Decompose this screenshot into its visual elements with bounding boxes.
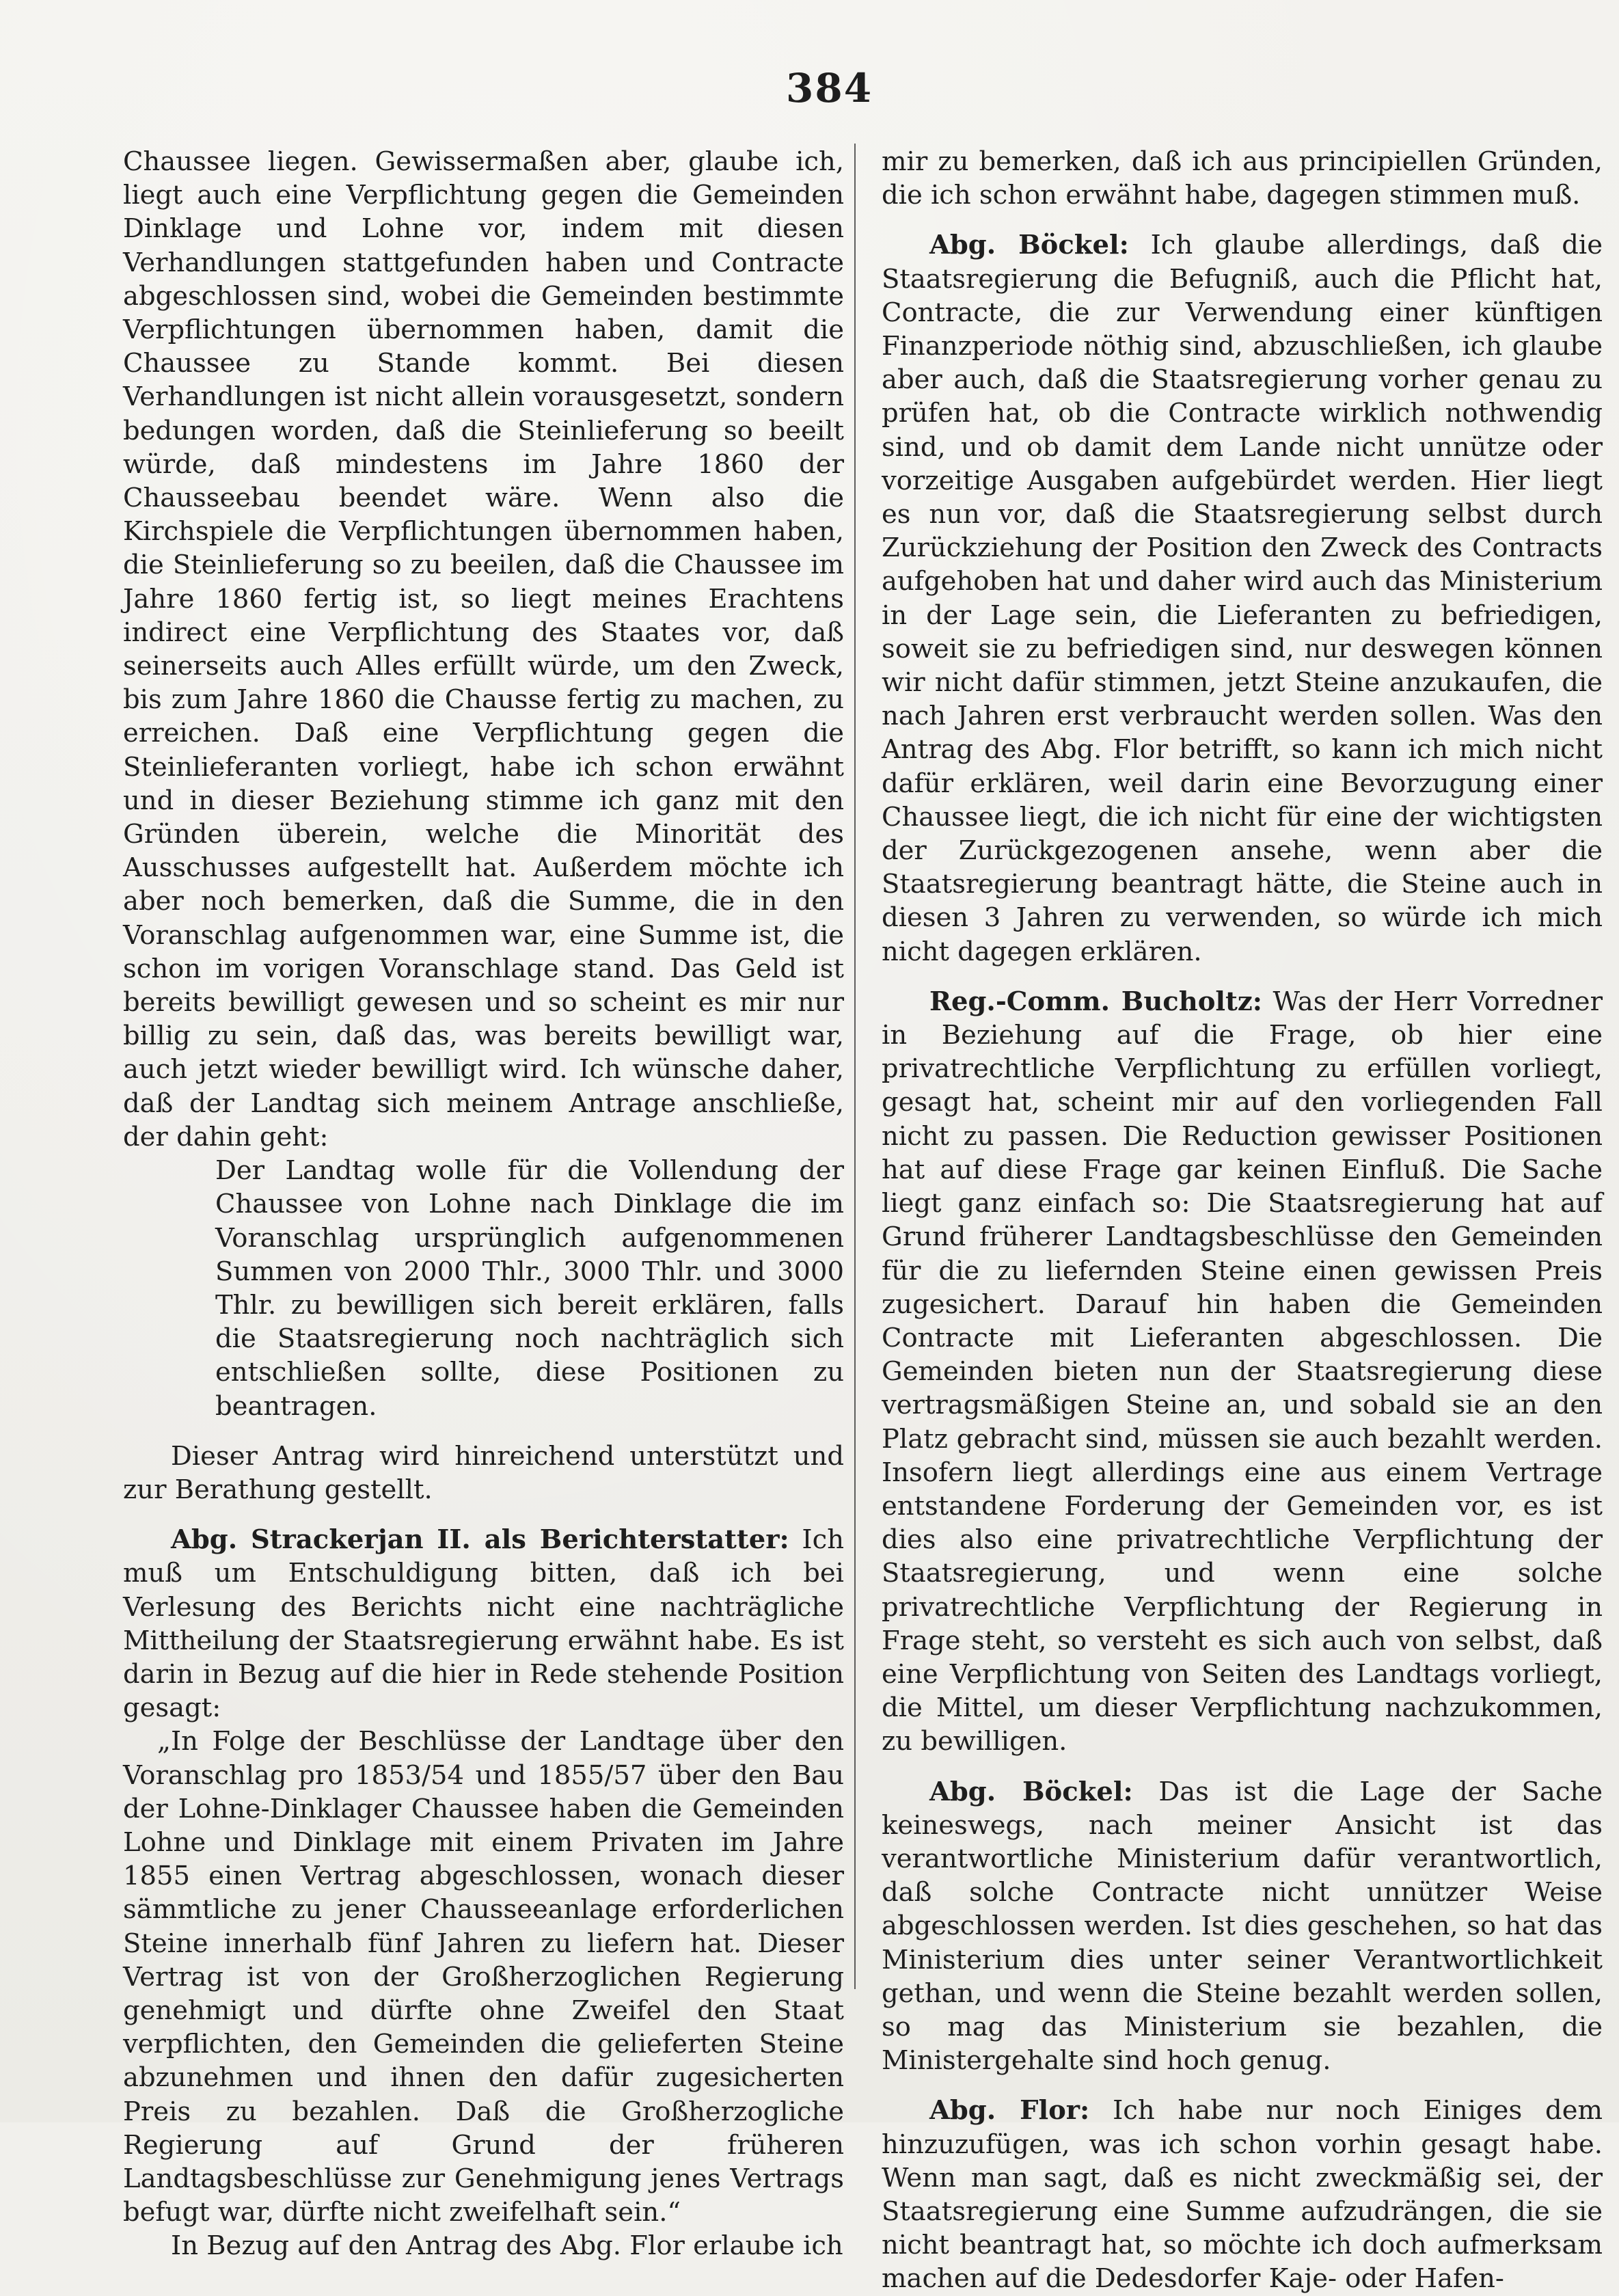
- speech-text: Was der Herr Vorredner in Beziehung auf die Frage, ob hier eine privatrechtliche Verpflichtung zu erfüllen vorliegt, gesagt hat, scheint mir auf den vorliegenden Fall nicht zu passen. Die Reduction gewisser Positionen hat auf diese Frage gar keinen Einfluß. Die Sache liegt ganz einfach so: Die Staatsregierung hat auf Grund früherer Landtagsbeschlüsse den Gemeinden für die zu liefernden Steine einen gewissen Preis zugesichert. Darauf hin haben die Gemeinden Contracte mit Lieferanten abgeschlossen. Die Gemeinden bieten nun der Staatsregierung diese vertragsmäßigen Steine an, und sobald sie an den Platz gebracht sind, müssen sie auch bezahlt werden. Insofern liegt allerdings eine aus einem Vertrage entstandene Forderung der Gemeinden vor, es ist dies also eine privatrechtliche Verpflichtung der Staatsregierung, und wenn eine solche privatrechtliche Verpflichtung der Regierung in Frage steht, so versteht es sich auch von selbst, daß eine Verpflichtung von Seiten des Landtags vorliegt, die Mittel, um dieser Verpflichtung nachzukommen, zu bewilligen.: [882, 986, 1603, 1757]
- speaker-name: Abg. Strackerjan II. als Berichterstatter:: [171, 1524, 789, 1556]
- right-column: [882, 145, 1603, 2296]
- speech-text: Ich habe nur noch Einiges dem hinzuzufügen, was ich schon vorhin gesagt habe. Wenn man sagt, daß es nicht zweckmäßig sei, der Staatsregierung eine Summe aufzudrängen, die sie nicht beantragt hat, so möchte ich doch aufmerksam machen auf die Dedesdorfer Kaje- oder Hafen-: [882, 2095, 1603, 2295]
- paragraph-text: Der Landtag wolle für die Vollendung der Chaussee von Lohne nach Dinklage die im Voranschlag ursprünglich aufgenommenen Summen von 2000 Thlr., 3000 Thlr. und 3000 Thlr. zu bewilligen sich bereit erklären, falls die Staatsregierung noch nachträglich sich entschließen sollte, diese Positionen zu beantragen.: [215, 1155, 844, 1422]
- speech-text: Ich muß um Entschuldigung bitten, daß ich bei Verlesung des Berichts nicht eine nachträgliche Mittheilung der Staatsregierung erwähnt habe. Es ist darin in Bezug auf die hier in Rede stehende Position gesagt:: [123, 1524, 844, 1724]
- speaker-name: Abg. Böckel:: [929, 230, 1129, 261]
- paragraph-text: Dieser Antrag wird hinreichend unterstützt und zur Berathung gestellt.: [123, 1440, 844, 1505]
- left-column: [123, 145, 844, 2263]
- speech: [882, 2094, 1603, 2295]
- page-number: 384: [786, 65, 873, 111]
- column-divider: [854, 144, 856, 1989]
- speech: [882, 228, 1603, 968]
- paragraph: [882, 145, 1603, 212]
- speaker-name: Reg.-Comm. Bucholtz:: [929, 986, 1262, 1017]
- motion-text: [215, 1154, 844, 1423]
- speech-text: Das ist die Lage der Sache keineswegs, nach meiner Ansicht ist das verantwortliche Ministerium dafür verantwortlich, daß solche Contracte nicht unnützer Weise abgeschlossen werden. Ist dies geschehen, so hat das Ministerium dies unter seiner Verantwortlichkeit gethan, und wenn die Steine bezahlt werden sollen, so mag das Ministerium sie bezahlen, die Ministergehalte sind hoch genug.: [882, 1776, 1603, 2077]
- speech: [882, 1775, 1603, 2078]
- paragraph-text: „In Folge der Beschlüsse der Landtage über den Voranschlag pro 1853/54 und 1855/57 über den Bau der Lohne-Dinklager Chaussee haben die Gemeinden Lohne und Dinklage mit einem Privaten im Jahre 1855 einen Vertrag abgeschlossen, wonach dieser sämmtliche zu jener Chausseeanlage erforderlichen Steine innerhalb fünf Jahren zu liefern hat. Dieser Vertrag ist von der Großherzoglichen Regierung genehmigt und dürfte ohne Zweifel den Staat verpflichten, den Gemeinden die gelieferten Steine abzunehmen und ihnen den dafür zugesicherten Preis zu bezahlen. Daß die Großherzogliche Regierung auf Grund der früheren Landtagsbeschlüsse zur Genehmigung jenes Vertrags befugt war, dürfte nicht zweifelhaft sein.“: [123, 1726, 844, 2228]
- speech-text: Ich glaube allerdings, daß die Staatsregierung die Befugniß, auch die Pflicht hat, Contracte, die zur Verwendung einer künftigen Finanzperiode nöthig sind, abzuschließen, ich glaube aber auch, daß die Staatsregierung vorher genau zu prüfen hat, ob die Contracte wirklich nothwendig sind, und ob damit dem Lande nicht unnütze oder vorzeitige Ausgaben aufgebürdet werden. Hier liegt es nun vor, daß die Staatsregierung selbst durch Zurückziehung der Position den Zweck des Contracts aufgehoben hat und daher wird auch das Ministerium in der Lage sein, die Lieferanten zu befriedigen, soweit sie zu befriedigen sind, nur deswegen können wir nicht dafür stimmen, jetzt Steine anzukaufen, die nach Jahren erst verbraucht werden sollen. Was den Antrag des Abg. Flor betrifft, so kann ich mich nicht dafür erklären, weil darin eine Bevorzugung einer Chaussee liegt, die ich nicht für eine der wichtigsten der Zurückgezogenen ansehe, wenn aber die Staatsregierung beantragt hätte, die Steine auch in diesen 3 Jahren zu verwenden, so würde ich mich nicht dagegen erklären.: [882, 230, 1603, 967]
- speech: [882, 985, 1603, 1759]
- paragraph-text: Chaussee liegen. Gewissermaßen aber, glaube ich, liegt auch eine Verpflichtung gegen die Gemeinden Dinklage und Lohne vor, indem mit diesen Verhandlungen stattgefunden haben und Contracte abgeschlossen sind, wobei die Gemeinden bestimmte Verpflichtungen übernommen haben, damit die Chaussee zu Stande kommt. Bei diesen Verhandlungen ist nicht allein vorausgesetzt, sondern bedungen worden, daß die Steinlieferung so beeilt würde, daß mindestens im Jahre 1860 der Chausseebau beendet wäre. Wenn also die Kirchspiele die Verpflichtungen übernommen haben, die Steinlieferung so zu beeilen, daß die Chaussee im Jahre 1860 fertig ist, so liegt meines Erachtens indirect eine Verpflichtung des Staates vor, daß seinerseits auch Alles erfüllt würde, um den Zweck, bis zum Jahre 1860 die Chausse fertig zu machen, zu erreichen. Daß eine Verpflichtung gegen die Steinlieferanten vorliegt, habe ich schon erwähnt und in dieser Beziehung stimme ich ganz mit den Gründen überein, welche die Minorität des Ausschusses aufgestellt hat. Außerdem möchte ich aber noch bemerken, daß die Summe, die in den Voranschlag aufgenommen war, eine Summe ist, die schon im vorigen Voranschlage stand. Das Geld ist bereits bewilligt gewesen und so scheint es mir nur billig zu sein, daß das, was bereits bewilligt war, auch jetzt wieder bewilligt wird. Ich wünsche daher, daß der Landtag sich meinem Antrage anschließe, der dahin geht:: [123, 146, 844, 1152]
- speaker-name: Abg. Flor:: [929, 2095, 1090, 2126]
- paragraph-text: mir zu bemerken, daß ich aus principiellen Gründen, die ich schon erwähnt habe, dagegen stimmen muß.: [882, 146, 1603, 211]
- speech: [123, 1523, 844, 1725]
- paragraph-text: In Bezug auf den Antrag des Abg. Flor erlaube ich: [171, 2230, 843, 2262]
- paragraph: [123, 2229, 844, 2263]
- paragraph: [123, 145, 844, 1154]
- speaker-name: Abg. Böckel:: [929, 1776, 1133, 1807]
- paragraph: [123, 1440, 844, 1507]
- quotation: [123, 1725, 844, 2229]
